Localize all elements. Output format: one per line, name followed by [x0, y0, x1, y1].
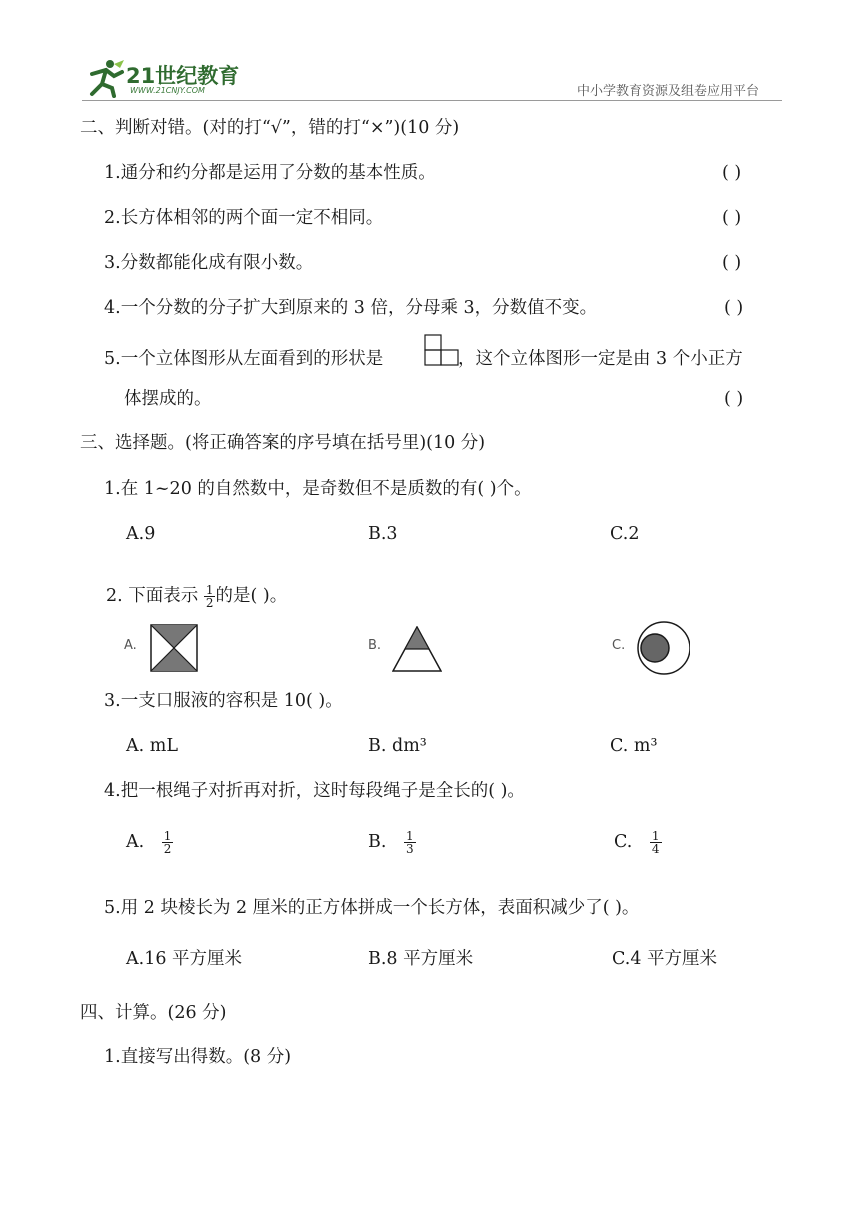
q4-fraction-c: $\frac{1}{4}$: [651, 829, 660, 856]
q1-option-c[interactable]: C.2: [610, 524, 640, 544]
q3-option-c[interactable]: C. m³: [610, 736, 658, 756]
section2-title: 二、判断对错。(对的打“√”，错的打“×”)(10 分): [80, 118, 460, 138]
q2-option-a-label: A.: [124, 638, 137, 653]
square-diagonal-shaded-icon: [150, 624, 198, 672]
judge-item-5: 5.一个立体图形从左面看到的形状是: [104, 349, 384, 369]
platform-tagline: 中小学教育资源及组卷应用平台: [577, 84, 760, 99]
q4-fraction-b: $\frac{1}{3}$: [406, 829, 414, 856]
q3-option-b[interactable]: B. dm³: [368, 736, 427, 756]
q2-option-c[interactable]: [612, 620, 702, 676]
q4-option-b[interactable]: B. $\frac{1}{3}$: [368, 829, 414, 856]
judge-item-1: 1.通分和约分都是运用了分数的基本性质。: [104, 163, 436, 183]
judge-item-5-line2: 体摆成的。: [124, 389, 212, 409]
q5-option-b[interactable]: B.8 平方厘米: [368, 949, 474, 969]
section3-title: 三、选择题。(将正确答案的序号填在括号里)(10 分): [80, 433, 486, 453]
logo-url-text: WWW.21CNJY.COM: [130, 86, 205, 95]
answer-blank-1[interactable]: ( ): [722, 163, 742, 183]
q2-fraction: $\frac{1}{2}$: [205, 583, 214, 610]
answer-blank-3[interactable]: ( ): [722, 253, 742, 273]
q2-option-b[interactable]: [368, 624, 458, 672]
concentric-circles-icon: [634, 620, 690, 676]
q4-option-c[interactable]: C. $\frac{1}{4}$: [614, 829, 660, 856]
answer-blank-5[interactable]: ( ): [724, 389, 744, 409]
section4-title: 四、计算。(26 分): [80, 1003, 227, 1023]
answer-blank-4[interactable]: ( ): [724, 298, 744, 318]
answer-blank-2[interactable]: ( ): [722, 208, 742, 228]
logo: [84, 56, 254, 100]
judge-item-4: 4.一个分数的分子扩大到原来的 3 倍，分母乘 3，分数值不变。: [104, 298, 598, 318]
section4-sub1: 1.直接写出得数。(8 分): [104, 1047, 292, 1067]
q2-option-b-label: B.: [368, 638, 382, 653]
choice-q2: [106, 584, 287, 609]
choice-q5: 5.用 2 块棱长为 2 厘米的正方体拼成一个长方体，表面积减少了( )。: [104, 898, 640, 918]
header-divider: [82, 100, 782, 101]
q2-prefix: 2. 下面表示: [106, 586, 199, 606]
q1-option-a[interactable]: A.9: [126, 524, 156, 544]
choice-q4: 4.把一根绳子对折再对折，这时每段绳子是全长的( )。: [104, 781, 525, 801]
judge-item-5-cont: ，这个立体图形一定是由 3 个小正方: [458, 349, 743, 369]
choice-q3: 3.一支口服液的容积是 10( )。: [104, 691, 343, 711]
choice-q1: 1.在 1~20 的自然数中，是奇数但不是质数的有( )个。: [104, 479, 532, 499]
q2-option-a[interactable]: [124, 624, 204, 672]
q3-option-a[interactable]: A. mL: [126, 736, 178, 756]
logo-main-text: 21世纪教育: [126, 64, 240, 88]
q5-option-c[interactable]: C.4 平方厘米: [612, 949, 718, 969]
q4-option-a[interactable]: A. $\frac{1}{2}$: [126, 829, 172, 856]
q4-fraction-a: $\frac{1}{2}$: [163, 829, 172, 856]
judge-item-2: 2.长方体相邻的两个面一定不相同。: [104, 208, 384, 228]
q2-option-c-label: C.: [612, 638, 626, 653]
q2-suffix: 的是( )。: [215, 586, 288, 606]
triangle-top-shaded-icon: [392, 626, 442, 672]
runner-logo-icon: [84, 58, 126, 98]
q5-option-a[interactable]: A.16 平方厘米: [126, 949, 243, 969]
judge-item-3: 3.分数都能化成有限小数。: [104, 253, 314, 273]
q1-option-b[interactable]: B.3: [368, 524, 398, 544]
left-view-shape-icon: [424, 334, 460, 366]
